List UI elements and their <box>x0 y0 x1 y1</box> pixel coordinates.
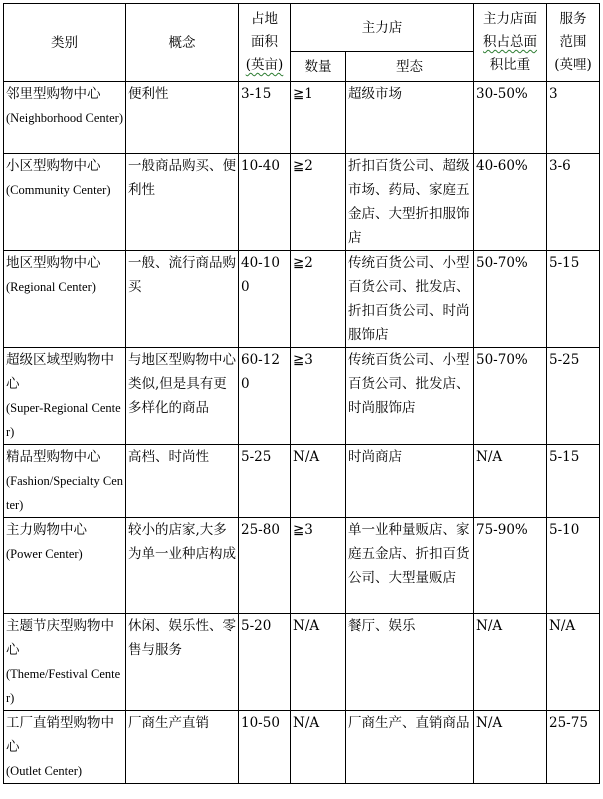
area-cell: 10-50 <box>239 711 291 784</box>
table-row <box>4 518 600 614</box>
anchor-count-cell: N/A <box>291 711 346 784</box>
table-row <box>4 711 600 784</box>
header-service-line3: (英哩) <box>554 57 592 73</box>
service-range-cell: 5-15 <box>547 445 600 518</box>
header-ratio <box>474 4 547 82</box>
concept-cell: 一般商品购买、便利性 <box>126 154 239 251</box>
header-ratio-line3: 积比重 <box>489 57 531 73</box>
header-ratio-line1: 主力店面 <box>483 11 537 27</box>
ratio-cell: N/A <box>474 614 547 711</box>
service-range-cell: 5-25 <box>547 348 600 445</box>
area-cell: 40-100 <box>239 251 291 348</box>
concept-cell: 一般、流行商品购买 <box>126 251 239 348</box>
service-range-cell: 3 <box>547 82 600 154</box>
concept-cell: 高档、时尚性 <box>126 445 239 518</box>
table-row <box>4 445 600 518</box>
header-anchor-count: 数量 <box>291 52 346 82</box>
header-service-line1: 服务 <box>559 11 587 27</box>
category-cell <box>4 711 126 784</box>
table-row <box>4 154 600 251</box>
anchor-count-cell: N/A <box>291 445 346 518</box>
ratio-cell: 30-50% <box>474 82 547 154</box>
table-row <box>4 82 600 154</box>
area-cell: 60-120 <box>239 348 291 445</box>
service-range-cell: 3-6 <box>547 154 600 251</box>
ratio-cell: 50-70% <box>474 251 547 348</box>
category-cell <box>4 82 126 154</box>
category-english-name: (Super-Regional Center) <box>6 401 121 439</box>
ratio-cell: 50-70% <box>474 348 547 445</box>
header-area-line1: 占地 <box>251 11 278 27</box>
category-cell <box>4 154 126 251</box>
anchor-count-cell: ≧3 <box>291 348 346 445</box>
concept-cell: 与地区型购物中心类似,但是具有更多样化的商品 <box>126 348 239 445</box>
anchor-type-cell: 传统百货公司、小型百货公司、批发店、折扣百货公司、时尚服饰店 <box>346 251 474 348</box>
anchor-type-cell: 单一业种量贩店、家庭五金店、折扣百货公司、大型量贩店 <box>346 518 474 614</box>
category-cell <box>4 251 126 348</box>
category-name: 邻里型购物中心 <box>6 86 101 102</box>
category-name: 工厂直销型购物中心 <box>6 715 114 755</box>
header-area <box>239 4 291 82</box>
category-cell <box>4 614 126 711</box>
ratio-cell: 40-60% <box>474 154 547 251</box>
area-cell: 25-80 <box>239 518 291 614</box>
ratio-cell: 75-90% <box>474 518 547 614</box>
anchor-type-cell: 折扣百货公司、超级市场、药局、家庭五金店、大型折扣服饰店 <box>346 154 474 251</box>
table-row <box>4 348 600 445</box>
anchor-type-cell: 厂商生产、直销商品 <box>346 711 474 784</box>
header-area-line3: (英亩) <box>245 57 284 73</box>
header-category: 类别 <box>4 4 126 82</box>
category-english-name: (Theme/Festival Center) <box>6 667 121 705</box>
concept-cell: 休闲、娱乐性、零售与服务 <box>126 614 239 711</box>
service-range-cell: 5-10 <box>547 518 600 614</box>
anchor-type-cell: 传统百货公司、小型百货公司、批发店、时尚服饰店 <box>346 348 474 445</box>
header-service-line2: 范围 <box>559 34 587 50</box>
category-name: 精品型购物中心 <box>6 449 101 465</box>
anchor-count-cell: ≧2 <box>291 251 346 348</box>
category-english-name: (Neighborhood Center) <box>6 111 123 125</box>
category-english-name: (Power Center) <box>6 547 83 561</box>
anchor-type-cell: 餐厅、娱乐 <box>346 614 474 711</box>
category-cell <box>4 348 126 445</box>
header-service <box>547 4 600 82</box>
area-cell: 5-20 <box>239 614 291 711</box>
table-row <box>4 614 600 711</box>
area-cell: 5-25 <box>239 445 291 518</box>
category-name: 主力购物中心 <box>6 522 87 538</box>
service-range-cell: 5-15 <box>547 251 600 348</box>
category-cell <box>4 445 126 518</box>
area-cell: 10-40 <box>239 154 291 251</box>
anchor-type-cell: 超级市场 <box>346 82 474 154</box>
category-name: 地区型购物中心 <box>6 255 101 271</box>
category-cell <box>4 518 126 614</box>
table-row <box>4 251 600 348</box>
concept-cell: 较小的店家,大多为单一业种店构成 <box>126 518 239 614</box>
concept-cell: 厂商生产直销 <box>126 711 239 784</box>
header-concept: 概念 <box>126 4 239 82</box>
header-ratio-line2: 积占总面 <box>483 34 537 50</box>
category-english-name: (Outlet Center) <box>6 764 83 778</box>
concept-cell: 便利性 <box>126 82 239 154</box>
anchor-count-cell: ≧1 <box>291 82 346 154</box>
ratio-cell: N/A <box>474 711 547 784</box>
anchor-count-cell: N/A <box>291 614 346 711</box>
category-name: 主题节庆型购物中心 <box>6 618 114 658</box>
anchor-type-cell: 时尚商店 <box>346 445 474 518</box>
ratio-cell: N/A <box>474 445 547 518</box>
anchor-count-cell: ≧3 <box>291 518 346 614</box>
header-area-line2: 面积 <box>251 34 278 50</box>
anchor-count-cell: ≧2 <box>291 154 346 251</box>
header-anchor: 主力店 <box>291 4 474 52</box>
shopping-center-table <box>3 3 600 784</box>
category-english-name: (Fashion/Specialty Center) <box>6 474 123 512</box>
header-anchor-type: 型态 <box>346 52 474 82</box>
category-name: 超级区域型购物中心 <box>6 352 114 392</box>
service-range-cell: 25-75 <box>547 711 600 784</box>
category-name: 小区型购物中心 <box>6 158 101 174</box>
service-range-cell: N/A <box>547 614 600 711</box>
category-english-name: (Regional Center) <box>6 280 96 294</box>
category-english-name: (Community Center) <box>6 183 111 197</box>
area-cell: 3-15 <box>239 82 291 154</box>
